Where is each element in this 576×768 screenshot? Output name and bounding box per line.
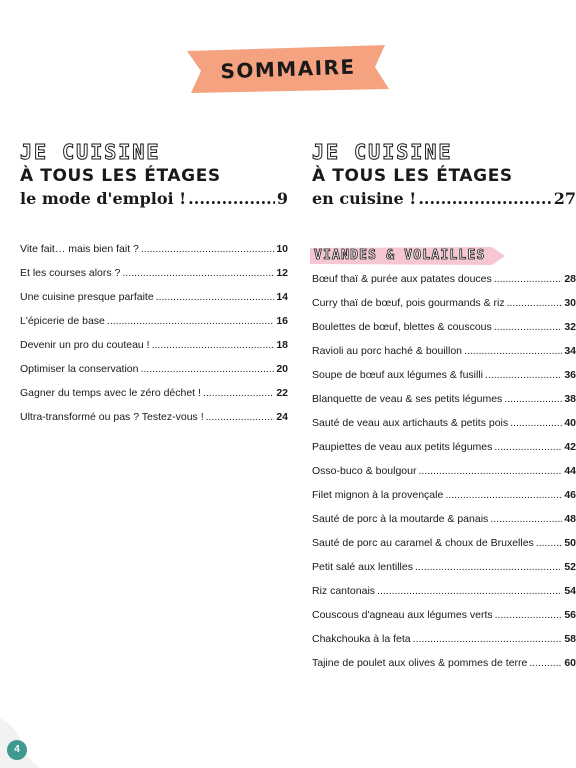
toc-entry-page: 38 (564, 393, 576, 405)
toc-entry-page: 18 (276, 339, 288, 351)
toc-entry[interactable] (312, 441, 576, 465)
sommaire-banner (185, 43, 391, 93)
right-kicker: JE CUISINE (312, 140, 453, 164)
toc-entry[interactable] (312, 633, 576, 657)
toc-entry[interactable] (20, 291, 288, 315)
toc-entry-page: 54 (564, 585, 576, 597)
toc-entry-page: 28 (564, 273, 576, 285)
toc-entry[interactable] (312, 297, 576, 321)
dot-leader (415, 561, 562, 573)
dot-leader (156, 291, 275, 303)
toc-entry-title: L'épicerie de base (20, 315, 105, 327)
toc-entry-page: 40 (564, 417, 576, 429)
toc-left-column (20, 140, 288, 435)
toc-entry[interactable] (312, 657, 576, 681)
toc-entry[interactable] (312, 585, 576, 609)
toc-entry-page: 42 (564, 441, 576, 453)
toc-entry[interactable] (312, 321, 576, 345)
toc-entry[interactable] (312, 489, 576, 513)
toc-entry[interactable] (20, 315, 288, 339)
dot-leader (490, 513, 562, 525)
toc-entry-page: 46 (564, 489, 576, 501)
dot-leader (494, 321, 563, 333)
toc-entry-page: 58 (564, 633, 576, 645)
toc-entry-page: 30 (564, 297, 576, 309)
dot-leader (536, 537, 563, 549)
toc-entry-title: Ravioli au porc haché & bouillon (312, 345, 463, 357)
toc-entry-title: Blanquette de veau & ses petits légumes (312, 393, 503, 405)
toc-entry-page: 34 (564, 345, 576, 357)
dot-leader (529, 657, 562, 669)
dot-leader (418, 465, 562, 477)
dot-leader (141, 243, 274, 255)
toc-entry-title: Paupiettes de veau aux petits légumes (312, 441, 493, 453)
toc-entry[interactable] (20, 243, 288, 267)
toc-entry[interactable] (312, 273, 576, 297)
toc-entry-title: Couscous d'agneau aux légumes verts (312, 609, 493, 621)
toc-entry-page: 16 (276, 315, 288, 327)
toc-entry-title: Ultra-transformé ou pas ? Testez-vous ! (20, 411, 204, 423)
toc-entry-title: Filet mignon à la provençale (312, 489, 444, 501)
page-title: SOMMAIRE (220, 54, 357, 84)
toc-entry-page: 10 (276, 243, 288, 255)
toc-entry-page: 60 (564, 657, 576, 669)
toc-entry-title: Vite fait… mais bien fait ? (20, 243, 139, 255)
toc-entry-title: Riz cantonais (312, 585, 376, 597)
section-title: VIANDES & VOLAILLES (314, 248, 486, 263)
dot-leader (140, 363, 274, 375)
left-headline: À TOUS LES ÉTAGES (20, 166, 221, 186)
toc-entry-title: Une cuisine presque parfaite (20, 291, 154, 303)
toc-entry-page: 14 (276, 291, 288, 303)
dot-leader (494, 441, 562, 453)
toc-entry-page: 12 (276, 267, 288, 279)
toc-entry-title: Tajine de poulet aux olives & pommes de terre (312, 657, 528, 669)
left-chapter-page: 9 (276, 189, 288, 208)
toc-entry-title: Devenir un pro du couteau ! (20, 339, 150, 351)
left-kicker: JE CUISINE (20, 140, 161, 164)
toc-entry[interactable] (312, 609, 576, 633)
toc-entry[interactable] (312, 393, 576, 417)
toc-entry-page: 22 (276, 387, 288, 399)
toc-entry-page: 56 (564, 609, 576, 621)
toc-entry-title: Boulettes de bœuf, blettes & couscous (312, 321, 492, 333)
dot-leader (152, 339, 275, 351)
dot-leader (107, 315, 274, 327)
toc-entry[interactable] (312, 561, 576, 585)
dot-leader (504, 393, 562, 405)
dot-leader (464, 345, 562, 357)
toc-entry-title: Osso-buco & boulgour (312, 465, 417, 477)
toc-entry[interactable] (20, 411, 288, 435)
page-number-badge: 4 (7, 740, 27, 760)
right-chapter-title: en cuisine ! (312, 189, 417, 208)
toc-right-column (312, 140, 576, 681)
toc-entry-page: 24 (276, 411, 288, 423)
toc-entry-title: Soupe de bœuf aux légumes & fusilli (312, 369, 484, 381)
dot-leader (507, 297, 563, 309)
toc-entry[interactable] (312, 369, 576, 393)
toc-entry[interactable] (20, 267, 288, 291)
toc-entry-page: 44 (564, 465, 576, 477)
dot-leader (485, 369, 562, 381)
toc-entry[interactable] (312, 537, 576, 561)
dot-leader (413, 633, 563, 645)
toc-entry[interactable] (312, 513, 576, 537)
toc-entry-title: Curry thaï de bœuf, pois gourmands & riz (312, 297, 505, 309)
dot-leader (510, 417, 562, 429)
toc-entry-title: Et les courses alors ? (20, 267, 121, 279)
dot-leader (122, 267, 274, 279)
right-toc-list (312, 273, 576, 681)
toc-entry-title: Bœuf thaï & purée aux patates douces (312, 273, 492, 285)
section-tag (312, 245, 576, 267)
dot-leader (188, 187, 275, 211)
toc-entry[interactable] (20, 387, 288, 411)
dot-leader (206, 411, 275, 423)
toc-entry-page: 36 (564, 369, 576, 381)
right-chapter-page: 27 (553, 189, 576, 208)
toc-entry[interactable] (312, 345, 576, 369)
toc-entry[interactable] (312, 465, 576, 489)
dot-leader (377, 585, 562, 597)
toc-entry-page: 52 (564, 561, 576, 573)
toc-entry[interactable] (20, 363, 288, 387)
toc-entry-title: Sauté de porc à la moutarde & panais (312, 513, 489, 525)
dot-leader (495, 609, 563, 621)
toc-entry-title: Petit salé aux lentilles (312, 561, 413, 573)
dot-leader (418, 187, 551, 211)
toc-entry-title: Sauté de porc au caramel & choux de Bruxelles (312, 537, 534, 549)
toc-entry[interactable] (312, 417, 576, 441)
left-chapter-entry[interactable] (20, 187, 288, 211)
toc-entry[interactable] (20, 339, 288, 363)
toc-entry-page: 32 (564, 321, 576, 333)
dot-leader (203, 387, 274, 399)
right-headline: À TOUS LES ÉTAGES (312, 166, 513, 186)
left-chapter-title: le mode d'emploi ! (20, 189, 187, 208)
toc-entry-page: 48 (564, 513, 576, 525)
dot-leader (445, 489, 562, 501)
toc-entry-title: Optimiser la conservation (20, 363, 139, 375)
dot-leader (494, 273, 563, 285)
toc-entry-title: Sauté de veau aux artichauts & petits pois (312, 417, 509, 429)
toc-entry-title: Chakchouka à la feta (312, 633, 411, 645)
left-toc-list (20, 243, 288, 435)
toc-entry-page: 20 (276, 363, 288, 375)
right-chapter-entry[interactable] (312, 187, 576, 211)
toc-entry-page: 50 (564, 537, 576, 549)
toc-entry-title: Gagner du temps avec le zéro déchet ! (20, 387, 201, 399)
